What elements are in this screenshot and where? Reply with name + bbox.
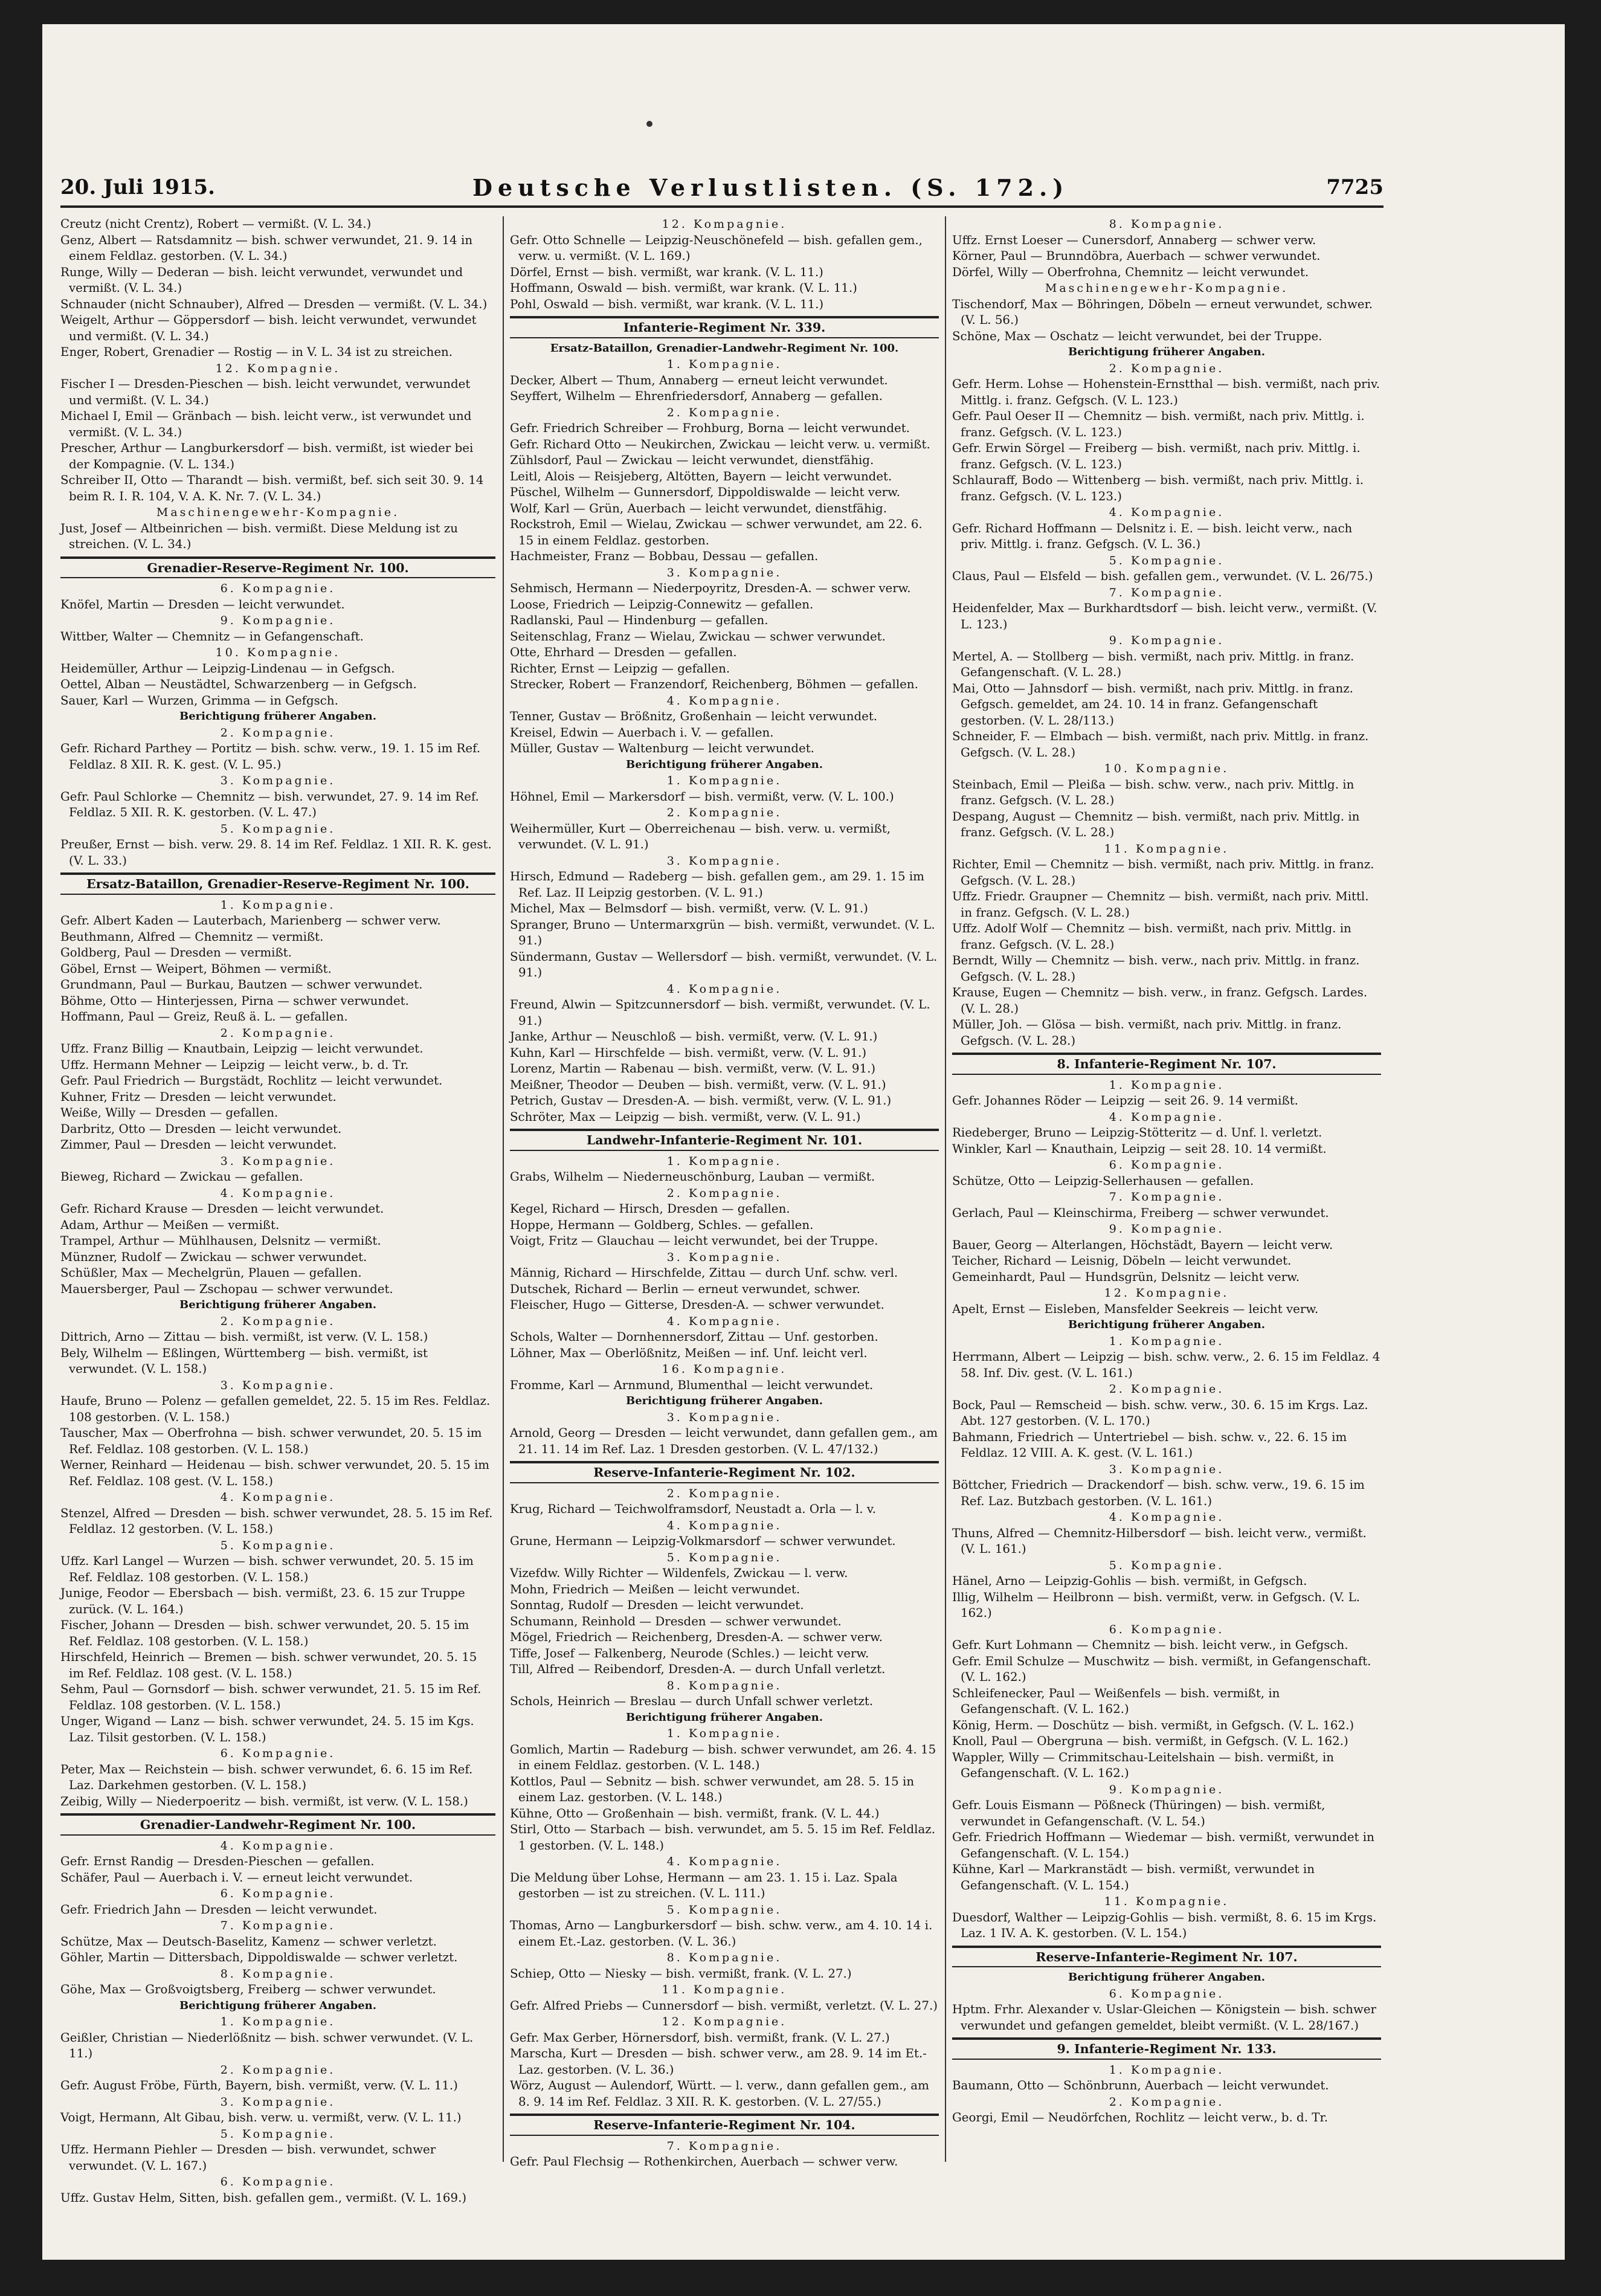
company-heading: 3. Kompagnie. xyxy=(220,1378,336,1392)
casualty-entry: Apelt, Ernst — Eisleben, Mansfelder Seekreis — leicht verw. xyxy=(952,1301,1319,1316)
casualty-entry: Mögel, Friedrich — Reichenberg, Dresden-A. — schwer verw. xyxy=(510,1630,883,1644)
casualty-entry: Mohn, Friedrich — Meißen — leicht verwundet. xyxy=(510,1582,800,1596)
company-heading: 16. Kompagnie. xyxy=(662,1362,787,1376)
casualty-entry: Loose, Friedrich — Leipzig-Connewitz — gefallen. xyxy=(510,597,814,611)
casualty-entry: Hoffmann, Oswald — bish. vermißt, war krank. (V. L. 11.) xyxy=(510,281,857,295)
casualty-entry: Preußer, Ernst — bish. verw. 29. 8. 14 im Ref. Feldlaz. 1 XII. R. K. gest. (V. L. 33.) xyxy=(60,837,492,868)
casualty-entry: Michael I, Emil — Gränbach — bish. leicht verw., ist verwundet und vermißt. (V. L. 34.) xyxy=(60,409,472,439)
casualty-entry: Berndt, Willy — Chemnitz — bish. verw., nach priv. Mittlg. in franz. Gefgsch. (V. L. 28.) xyxy=(952,953,1360,984)
casualty-entry: Dörfel, Willy — Oberfrohna, Chemnitz — leicht verwundet. xyxy=(952,265,1309,279)
casualty-entry: Püschel, Wilhelm — Gunnersdorf, Dippoldiswalde — leicht verw. xyxy=(510,485,900,499)
casualty-entry: Gefr. Friedrich Jahn — Dresden — leicht verwundet. xyxy=(60,1902,378,1917)
casualty-entry: Wittber, Walter — Chemnitz — in Gefangenschaft. xyxy=(60,629,364,643)
company-heading: 6. Kompagnie. xyxy=(220,1747,336,1760)
casualty-entry: Krause, Eugen — Chemnitz — bish. verw., in franz. Gefgsch. Lardes. (V. L. 28.) xyxy=(952,985,1368,1016)
company-heading: 2. Kompagnie. xyxy=(220,1314,336,1328)
casualty-entry: Voigt, Fritz — Glauchau — leicht verwundet, bei der Truppe. xyxy=(510,1234,878,1248)
casualty-entry: Gefr. Otto Schnelle — Leipzig-Neuschönefeld — bish. gefallen gem., verw. u. vermißt. (V. L. 169.) xyxy=(510,233,923,263)
casualty-entry: Gefr. Johannes Röder — Leipzig — seit 26. 9. 14 vermißt. xyxy=(952,1094,1298,1108)
correction-heading: Berichtigung früherer Angaben. xyxy=(179,1999,377,2012)
company-heading: 7. Kompagnie. xyxy=(1109,585,1225,599)
company-heading: 4. Kompagnie. xyxy=(1109,506,1225,519)
casualty-entry: Grabs, Wilhelm — Niederneuschönburg, Lauban — vermißt. xyxy=(510,1170,875,1184)
company-heading: 1. Kompagnie. xyxy=(666,1727,782,1740)
casualty-entry: Voigt, Hermann, Alt Gibau, bish. verw. u. vermißt, verw. (V. L. 11.) xyxy=(60,2111,462,2124)
company-heading: 3. Kompagnie. xyxy=(1109,1462,1225,1476)
company-heading: 1. Kompagnie. xyxy=(220,2015,336,2028)
casualty-entry: Goldberg, Paul — Dresden — vermißt. xyxy=(60,946,292,959)
company-heading: 2. Kompagnie. xyxy=(666,405,782,419)
casualty-entry: Illig, Wilhelm — Heilbronn — bish. vermißt, verw. in Gefgsch. (V. L. 162.) xyxy=(952,1590,1361,1620)
casualty-entry: Schröter, Max — Leipzig — bish. vermißt, verw. (V. L. 91.) xyxy=(510,1109,861,1124)
casualty-entry: Just, Josef — Altbeinrichen — bish. vermißt. Diese Meldung ist zu streichen. (V. L. 34.) xyxy=(60,521,459,551)
casualty-entry: Gefr. August Fröbe, Fürth, Bayern, bish. vermißt, verw. (V. L. 11.) xyxy=(60,2078,458,2092)
page-header xyxy=(60,169,1384,208)
casualty-entry: Thomas, Arno — Langburkersdorf — bish. schw. verw., am 4. 10. 14 i. einem Et.-Laz. gestorben. (V. L. 36.) xyxy=(510,1918,933,1949)
casualty-entry: Weiße, Willy — Dresden — gefallen. xyxy=(60,1106,279,1120)
casualty-entry: Die Meldung über Lohse, Hermann — am 23. 1. 15 i. Laz. Spala gestorben — ist zu streichen. (V. L. 111.) xyxy=(510,1870,898,1900)
company-heading: 2. Kompagnie. xyxy=(666,1186,782,1200)
casualty-entry: Fischer I — Dresden-Pieschen — bish. leicht verwundet, verwundet und vermißt. (V. L. 34.) xyxy=(60,377,471,407)
casualty-entry: Despang, August — Chemnitz — bish. vermißt, nach priv. Mittlg. in franz. Gefgsch. (V. L. 28.) xyxy=(952,809,1360,839)
casualty-entry: Schneider, F. — Elmbach — bish. vermißt, nach priv. Mittlg. in franz. Gefgsch. (V. L. 28.) xyxy=(952,729,1369,759)
casualty-entry: Arnold, Georg — Dresden — leicht verwundet, dann gefallen gem., am 21. 11. 14 im Ref. Laz. 1 Dresden gestorben. (V. L. 47/132.) xyxy=(510,1426,938,1456)
casualty-entry: Gefr. Alfred Priebs — Cunnersdorf — bish. vermißt, verletzt. (V. L. 27.) xyxy=(510,1998,938,2013)
casualty-entry: Radlanski, Paul — Hindenburg — gefallen. xyxy=(510,613,768,627)
casualty-entry: Peter, Max — Reichstein — bish. schwer verwundet, 6. 6. 15 im Ref. Laz. Darkehmen gestorben. (V. L. 158.) xyxy=(60,1762,473,1792)
casualty-entry: Otte, Ehrhard — Dresden — gefallen. xyxy=(510,645,737,659)
company-heading: 4. Kompagnie. xyxy=(1109,1511,1225,1524)
casualty-entry: Dörfel, Ernst — bish. vermißt, war krank. (V. L. 11.) xyxy=(510,265,823,279)
company-heading: 5. Kompagnie. xyxy=(220,822,336,836)
casualty-entry: Tiffe, Josef — Falkenberg, Neurode (Schles.) — leicht verw. xyxy=(510,1646,869,1660)
company-heading: 4. Kompagnie. xyxy=(666,1314,782,1328)
casualty-entry: Uffz. Hermann Piehler — Dresden — bish. verwundet, schwer verwundet. (V. L. 167.) xyxy=(60,2143,436,2173)
company-heading: 5. Kompagnie. xyxy=(666,1550,782,1564)
company-heading: 2. Kompagnie. xyxy=(666,1486,782,1500)
company-heading: 7. Kompagnie. xyxy=(666,2139,782,2153)
casualty-entry: Gefr. Friedrich Schreiber — Frohburg, Borna — leicht verwundet. xyxy=(510,421,910,435)
casualty-entry: Creutz (nicht Crentz), Robert — vermißt. (V. L. 34.) xyxy=(60,217,372,231)
casualty-entry: Kreisel, Edwin — Auerbach i. V. — gefallen. xyxy=(510,725,774,740)
company-heading: 6. Kompagnie. xyxy=(220,1887,336,1900)
casualty-entry: Bahmann, Friedrich — Untertriebel — bish. schw. v., 22. 6. 15 im Feldlaz. 12 VIII. A. K. gest. (V. L. 161.) xyxy=(952,1430,1347,1460)
casualty-entry: Hoffmann, Paul — Greiz, Reuß ä. L. — gefallen. xyxy=(60,1010,348,1024)
company-heading: Maschinengewehr-Kompagnie. xyxy=(156,506,400,519)
casualty-entry: Wappler, Willy — Crimmitschau-Leitelshain — bish. vermißt, in Gefangenschaft. (V. L. 162.) xyxy=(952,1750,1334,1780)
casualty-entry: Geißler, Christian — Niederlößnitz — bish. schwer verwundet. (V. L. 11.) xyxy=(60,2030,474,2060)
casualty-entry: Schnauder (nicht Schnauber), Alfred — Dresden — vermißt. (V. L. 34.) xyxy=(60,297,488,311)
casualty-entry: Leitl, Alois — Reisjeberg, Altötten, Bayern — leicht verwundet. xyxy=(510,469,892,483)
casualty-entry: Runge, Willy — Dederan — bish. leicht verwundet, verwundet und vermißt. (V. L. 34.) xyxy=(60,265,463,295)
print-dot xyxy=(646,121,652,127)
casualty-entry: Gefr. Paul Friedrich — Burgstädt, Rochlitz — leicht verwundet. xyxy=(60,1074,443,1088)
casualty-entry: Gefr. Paul Schlorke — Chemnitz — bish. verwundet, 27. 9. 14 im Ref. Feldlaz. 5 XII. R. K. gestorben. (V. L. 47.) xyxy=(60,789,479,819)
company-heading: 2. Kompagnie. xyxy=(220,2063,336,2077)
casualty-entry: Hirschfeld, Heinrich — Bremen — bish. schwer verwundet, 20. 5. 15 im Ref. Feldlaz. 108 gest. (V. L. 158.) xyxy=(60,1650,477,1680)
casualty-entry: Marscha, Kurt — Dresden — bish. schwer verw., am 28. 9. 14 im Et.-Laz. gestorben. (V. L. 36.) xyxy=(510,2046,927,2077)
casualty-entry: Schumann, Reinhold — Dresden — schwer verwundet. xyxy=(510,1614,842,1628)
casualty-entry: Haufe, Bruno — Polenz — gefallen gemeldet, 22. 5. 15 im Res. Feldlaz. 108 gestorben. (V. L. 158.) xyxy=(60,1394,491,1424)
casualty-entry: Böhme, Otto — Hinterjessen, Pirna — schwer verwundet. xyxy=(60,993,409,1008)
company-heading: 8. Kompagnie. xyxy=(220,1967,336,1981)
casualty-entry: Höhnel, Emil — Markersdorf — bish. vermißt, verw. (V. L. 100.) xyxy=(510,789,894,804)
casualty-entry: Grundmann, Paul — Burkau, Bautzen — schwer verwundet. xyxy=(60,978,423,992)
correction-heading: Berichtigung früherer Angaben. xyxy=(1068,1318,1266,1331)
casualty-entry: Duesdorf, Walther — Leipzig-Gohlis — bish. vermißt, 8. 6. 15 im Krgs. Laz. 1 IV. A. K. gestorben. (V. L. 154.) xyxy=(952,1910,1377,1940)
casualty-entry: Unger, Wigand — Lanz — bish. schwer verwundet, 24. 5. 15 im Kgs. Laz. Tilsit gestorben. (V. L. 158.) xyxy=(60,1714,474,1744)
casualty-entry: Sonntag, Rudolf — Dresden — leicht verwundet. xyxy=(510,1598,804,1612)
correction-heading: Berichtigung früherer Angaben. xyxy=(625,758,823,771)
company-heading: 11. Kompagnie. xyxy=(1104,842,1229,856)
regiment-heading: Reserve-Infanterie-Regiment Nr. 104. xyxy=(510,2114,939,2136)
casualty-entry: Hachmeister, Franz — Bobbau, Dessau — gefallen. xyxy=(510,549,819,563)
correction-heading: Berichtigung früherer Angaben. xyxy=(625,1395,823,1407)
casualty-entry: Schüßler, Max — Mechelgrün, Plauen — gefallen. xyxy=(60,1266,362,1280)
company-heading: 5. Kompagnie. xyxy=(666,1903,782,1917)
casualty-entry: Fleischer, Hugo — Gitterse, Dresden-A. — schwer verwundet. xyxy=(510,1298,884,1312)
company-heading: 9. Kompagnie. xyxy=(1109,1222,1225,1236)
casualty-entry: Sündermann, Gustav — Wellersdorf — bish. vermißt, verwundet. (V. L. 91.) xyxy=(510,949,938,979)
casualty-entry: Mauersberger, Paul — Zschopau — schwer verwundet. xyxy=(60,1282,393,1296)
company-heading: 8. Kompagnie. xyxy=(666,1951,782,1964)
company-heading: 6. Kompagnie. xyxy=(1109,1158,1225,1172)
company-heading: 10. Kompagnie. xyxy=(1104,762,1229,775)
casualty-entry: Decker, Albert — Thum, Annaberg — erneut leicht verwundet. xyxy=(510,373,888,387)
regiment-heading: Reserve-Infanterie-Regiment Nr. 102. xyxy=(510,1461,939,1483)
casualty-entry: Schreiber II, Otto — Tharandt — bish. vermißt, bef. sich seit 30. 9. 14 beim R. I. R. 104, V. A. K. Nr. 7. (V. L. 34.) xyxy=(60,473,484,503)
casualty-entry: Gefr. Erwin Sörgel — Freiberg — bish. vermißt, nach priv. Mittlg. i. franz. Gefgsch. (V. L. 123.) xyxy=(952,441,1361,471)
company-heading: 1. Kompagnie. xyxy=(1109,1334,1225,1348)
company-heading: 5. Kompagnie. xyxy=(1109,1558,1225,1572)
casualty-entry: Göbel, Ernst — Weipert, Böhmen — vermißt. xyxy=(60,961,332,976)
casualty-entry: Weihermüller, Kurt — Oberreichenau — bish. verw. u. vermißt, verwundet. (V. L. 91.) xyxy=(510,821,891,851)
company-heading: 4. Kompagnie. xyxy=(220,1839,336,1853)
casualty-entry: König, Herm. — Doschütz — bish. vermißt, in Gefgsch. (V. L. 162.) xyxy=(952,1718,1355,1732)
casualty-entry: Krug, Richard — Teichwolframsdorf, Neustadt a. Orla — l. v. xyxy=(510,1502,876,1516)
company-heading: 3. Kompagnie. xyxy=(666,1410,782,1424)
column-left xyxy=(60,216,495,2205)
casualty-entry: Wörz, August — Aulendorf, Württ. — l. verw., dann gefallen gem., am 8. 9. 14 im Ref. Feldlaz. 3 XII. R. K. gestorben. (V. L. 27/55.) xyxy=(510,2078,929,2109)
casualty-entry: Schiep, Otto — Niesky — bish. vermißt, frank. (V. L. 27.) xyxy=(510,1966,852,1981)
casualty-entry: Knöfel, Martin — Dresden — leicht verwundet. xyxy=(60,597,345,611)
casualty-entry: Böttcher, Friedrich — Drackendorf — bish. schw. verw., 19. 6. 15 im Ref. Laz. Butzbach gestorben. (V. L. 161.) xyxy=(952,1478,1365,1508)
header-date: 20. Juli 1915. xyxy=(60,175,215,199)
casualty-entry: Werner, Reinhard — Heidenau — bish. schwer verwundet, 20. 5. 15 im Ref. Feldlaz. 108 gest. (V. L. 158.) xyxy=(60,1458,490,1488)
column-right xyxy=(945,216,1381,2162)
casualty-entry: Michel, Max — Belmsdorf — bish. vermißt, verw. (V. L. 91.) xyxy=(510,901,868,915)
regiment-heading: 8. Infanterie-Regiment Nr. 107. xyxy=(952,1053,1381,1075)
casualty-entry: Gefr. Paul Oeser II — Chemnitz — bish. vermißt, nach priv. Mittlg. i. franz. Gefgsch. (V. L. 123.) xyxy=(952,409,1365,439)
correction-heading: Berichtigung früherer Angaben. xyxy=(179,1298,377,1311)
casualty-entry: Kottlos, Paul — Sebnitz — bish. schwer verwundet, am 28. 5. 15 in einem Laz. gestorben. (V. L. 148.) xyxy=(510,1774,915,1804)
casualty-entry: Gefr. Friedrich Hoffmann — Wiedemar — bish. vermißt, verwundet in Gefangenschaft. (V. L. 154.) xyxy=(952,1830,1374,1860)
casualty-entry: Oettel, Alban — Neustädtel, Schwarzenberg — in Gefgsch. xyxy=(60,677,417,691)
company-heading: 5. Kompagnie. xyxy=(220,2127,336,2141)
casualty-entry: Schols, Walter — Dornhennersdorf, Zittau — Unf. gestorben. xyxy=(510,1330,878,1344)
casualty-entry: Herrmann, Albert — Leipzig — bish. schw. verw., 2. 6. 15 im Feldlaz. 4 58. Inf. Div. gest. (V. L. 161.) xyxy=(952,1350,1380,1380)
casualty-entry: Hänel, Arno — Leipzig-Gohlis — bish. vermißt, in Gefgsch. xyxy=(952,1574,1307,1588)
company-heading: 2. Kompagnie. xyxy=(220,726,336,740)
casualty-entry: Genz, Albert — Ratsdamnitz — bish. schwer verwundet, 21. 9. 14 in einem Feldlaz. gestorben. (V. L. 34.) xyxy=(60,233,473,263)
casualty-entry: Gefr. Richard Parthey — Portitz — bish. schw. verw., 19. 1. 15 im Ref. Feldlaz. 8 XII. R. K. gest. (V. L. 95.) xyxy=(60,741,481,772)
casualty-entry: Fromme, Karl — Arnmund, Blumenthal — leicht verwundet. xyxy=(510,1378,874,1392)
header-page-number: 7725 xyxy=(1326,175,1384,199)
casualty-entry: Freund, Alwin — Spitzcunnersdorf — bish. vermißt, verwundet. (V. L. 91.) xyxy=(510,998,930,1028)
casualty-entry: Münzner, Rudolf — Zwickau — schwer verwundet. xyxy=(60,1250,367,1264)
casualty-entry: Stirl, Otto — Starbach — bish. verwundet, am 5. 5. 15 im Ref. Feldlaz. 1 gestorben. (V. L. 148.) xyxy=(510,1822,936,1853)
correction-heading: Berichtigung früherer Angaben. xyxy=(625,1711,823,1724)
casualty-entry: Baumann, Otto — Schönbrunn, Auerbach — leicht verwundet. xyxy=(952,2078,1329,2092)
casualty-entry: Gefr. Max Gerber, Hörnersdorf, bish. vermißt, frank. (V. L. 27.) xyxy=(510,2030,890,2045)
casualty-entry: Bock, Paul — Remscheid — bish. schw. verw., 30. 6. 15 im Krgs. Laz. Abt. 127 gestorben. (V. L. 170.) xyxy=(952,1398,1368,1428)
casualty-entry: Gomlich, Martin — Radeburg — bish. schwer verwundet, am 26. 4. 15 in einem Feldlaz. gestorben. (V. L. 148.) xyxy=(510,1742,936,1772)
company-heading: 1. Kompagnie. xyxy=(1109,2063,1225,2077)
casualty-entry: Claus, Paul — Elsfeld — bish. gefallen gem., verwundet. (V. L. 26/75.) xyxy=(952,569,1373,583)
casualty-entry: Weigelt, Arthur — Göppersdorf — bish. leicht verwundet, verwundet und vermißt. (V. L. 34.) xyxy=(60,313,477,343)
casualty-entry: Kuhn, Karl — Hirschfelde — bish. vermißt, verw. (V. L. 91.) xyxy=(510,1045,867,1060)
casualty-entry: Riedeberger, Bruno — Leipzig-Stötteritz — d. Unf. l. verletzt. xyxy=(952,1126,1322,1140)
casualty-entry: Sehm, Paul — Gornsdorf — bish. schwer verwundet, 21. 5. 15 im Ref. Feldlaz. 108 gestorben. (V. L. 158.) xyxy=(60,1682,482,1712)
casualty-entry: Gefr. Paul Flechsig — Rothenkirchen, Auerbach — schwer verw. xyxy=(510,2155,898,2169)
regiment-heading: Infanterie-Regiment Nr. 339. xyxy=(510,316,939,338)
casualty-entry: Grune, Hermann — Leipzig-Volkmarsdorf — schwer verwundet. xyxy=(510,1534,896,1548)
company-heading: 4. Kompagnie. xyxy=(666,694,782,708)
casualty-entry: Göhler, Martin — Dittersbach, Dippoldiswalde — schwer verletzt. xyxy=(60,1950,458,1964)
casualty-entry: Uffz. Franz Billig — Knautbain, Leipzig — leicht verwundet. xyxy=(60,1042,424,1056)
company-heading: 8. Kompagnie. xyxy=(666,1678,782,1692)
company-heading: 4. Kompagnie. xyxy=(220,1491,336,1504)
casualty-entry: Uffz. Gustav Helm, Sitten, bish. gefallen gem., vermißt. (V. L. 169.) xyxy=(60,2190,467,2205)
company-heading: 9. Kompagnie. xyxy=(1109,634,1225,647)
casualty-entry: Gefr. Richard Hoffmann — Delsnitz i. E. — bish. leicht verw., nach priv. Mittlg. i. franz. Gefgsch. (V. L. 36.) xyxy=(952,521,1353,551)
casualty-entry: Meißner, Theodor — Deuben — bish. vermißt, verw. (V. L. 91.) xyxy=(510,1077,886,1092)
casualty-entry: Knoll, Paul — Obergruna — bish. vermißt, in Gefgsch. (V. L. 162.) xyxy=(952,1734,1348,1748)
company-heading: 3. Kompagnie. xyxy=(666,854,782,868)
company-heading: 1. Kompagnie. xyxy=(666,1154,782,1168)
company-heading: 9. Kompagnie. xyxy=(1109,1782,1225,1796)
company-heading: 2. Kompagnie. xyxy=(666,806,782,819)
company-heading: 4. Kompagnie. xyxy=(1109,1110,1225,1124)
company-heading: 4. Kompagnie. xyxy=(666,982,782,996)
casualty-entry: Göhe, Max — Großvoigtsberg, Freiberg — schwer verwundet. xyxy=(60,1982,436,1996)
casualty-entry: Schols, Heinrich — Breslau — durch Unfall schwer verletzt. xyxy=(510,1694,874,1708)
company-heading: 6. Kompagnie. xyxy=(220,582,336,595)
company-heading: 1. Kompagnie. xyxy=(666,774,782,787)
casualty-entry: Seyffert, Wilhelm — Ehrenfriedersdorf, Annaberg — gefallen. xyxy=(510,389,883,403)
casualty-entry: Gefr. Herm. Lohse — Hohenstein-Ernstthal — bish. vermißt, nach priv. Mittlg. i. franz. Gefgsch. (V. L. 123.) xyxy=(952,377,1380,407)
newspaper-page xyxy=(42,24,1565,2260)
casualty-entry: Richter, Emil — Chemnitz — bish. vermißt, nach priv. Mittlg. in franz. Gefgsch. (V. L. 28.) xyxy=(952,857,1374,888)
company-heading: 12. Kompagnie. xyxy=(662,218,787,231)
casualty-entry: Zühlsdorf, Paul — Zwickau — leicht verwundet, dienstfähig. xyxy=(510,453,874,467)
column-middle xyxy=(503,216,939,2169)
casualty-entry: Zeibig, Willy — Niederpoeritz — bish. vermißt, ist verw. (V. L. 158.) xyxy=(60,1794,468,1808)
casualty-entry: Kühne, Otto — Großenhain — bish. vermißt, frank. (V. L. 44.) xyxy=(510,1806,880,1820)
casualty-entry: Uffz. Adolf Wolf — Chemnitz — bish. vermißt, nach priv. Mittlg. in franz. Gefgsch. (V. L. 28.) xyxy=(952,921,1351,952)
casualty-entry: Uffz. Friedr. Graupner — Chemnitz — bish. vermißt, nach priv. Mittl. in franz. Gefgsch. (V. L. 28.) xyxy=(952,889,1369,920)
company-heading: 10. Kompagnie. xyxy=(215,646,341,659)
casualty-entry: Thuns, Alfred — Chemnitz-Hilbersdorf — bish. leicht verw., vermißt. (V. L. 161.) xyxy=(952,1526,1367,1556)
casualty-entry: Gefr. Emil Schulze — Muschwitz — bish. vermißt, in Gefangenschaft. (V. L. 162.) xyxy=(952,1654,1371,1684)
casualty-entry: Dittrich, Arno — Zittau — bish. vermißt, ist verw. (V. L. 158.) xyxy=(60,1330,428,1344)
casualty-entry: Heidenfelder, Max — Burkhardtsdorf — bish. leicht verw., vermißt. (V. L. 123.) xyxy=(952,601,1377,631)
casualty-entry: Georgi, Emil — Neudörfchen, Rochlitz — leicht verw., b. d. Tr. xyxy=(952,2111,1329,2124)
casualty-entry: Gefr. Richard Krause — Dresden — leicht verwundet. xyxy=(60,1202,384,1216)
casualty-entry: Gefr. Richard Otto — Neukirchen, Zwickau — leicht verw. u. vermißt. xyxy=(510,437,930,451)
company-heading: 7. Kompagnie. xyxy=(220,1919,336,1932)
casualty-entry: Rockstroh, Emil — Wielau, Zwickau — schwer verwundet, am 22. 6. 15 in einem Feldlaz. gestorben. xyxy=(510,517,923,547)
casualty-entry: Schlauraff, Bodo — Wittenberg — bish. vermißt, nach priv. Mittlg. i. franz. Gefgsch. (V. L. 123.) xyxy=(952,473,1364,503)
casualty-entry: Sauer, Karl — Wurzen, Grimma — in Gefgsch. xyxy=(60,693,338,708)
casualty-entry: Tenner, Gustav — Brößnitz, Großenhain — leicht verwundet. xyxy=(510,709,878,723)
casualty-entry: Schleifenecker, Paul — Weißenfels — bish. vermißt, in Gefangenschaft. (V. L. 162.) xyxy=(952,1686,1280,1716)
company-heading: 6. Kompagnie. xyxy=(1109,1987,1225,2001)
casualty-entry: Teicher, Richard — Leisnig, Döbeln — leicht verwundet. xyxy=(952,1254,1292,1268)
company-heading: 12. Kompagnie. xyxy=(215,361,341,375)
casualty-entry: Kuhner, Fritz — Dresden — leicht verwundet. xyxy=(60,1089,337,1104)
casualty-entry: Gefr. Albert Kaden — Lauterbach, Marienberg — schwer verw. xyxy=(60,914,441,927)
casualty-entry: Prescher, Arthur — Langburkersdorf — bish. vermißt, ist wieder bei der Kompagnie. (V. L. 134.) xyxy=(60,441,474,471)
regiment-heading: Reserve-Infanterie-Regiment Nr. 107. xyxy=(952,1946,1381,1968)
casualty-entry: Bauer, Georg — Alterlangen, Höchstädt, Bayern — leicht verw. xyxy=(952,1237,1333,1252)
casualty-entry: Sehmisch, Hermann — Niederpoyritz, Dresden-A. — schwer verw. xyxy=(510,581,911,595)
casualty-entry: Petrich, Gustav — Dresden-A. — bish. vermißt, verw. (V. L. 91.) xyxy=(510,1094,892,1108)
casualty-entry: Gerlach, Paul — Kleinschirma, Freiberg — schwer verwundet. xyxy=(952,1205,1329,1220)
casualty-entry: Fischer, Johann — Dresden — bish. schwer verwundet, 20. 5. 15 im Ref. Feldlaz. 108 gestorben. (V. L. 158.) xyxy=(60,1618,469,1648)
casualty-entry: Hptm. Frhr. Alexander v. Uslar-Gleichen — Königstein — bish. schwer verwundet und gefangen gemeldet, bleibt vermißt. (V. L. 28/167.) xyxy=(952,2002,1377,2033)
casualty-entry: Winkler, Karl — Knauthain, Leipzig — seit 28. 10. 14 vermißt. xyxy=(952,1141,1327,1156)
casualty-entry: Bieweg, Richard — Zwickau — gefallen. xyxy=(60,1170,303,1184)
casualty-entry: Schütze, Max — Deutsch-Baselitz, Kamenz — schwer verletzt. xyxy=(60,1934,437,1949)
casualty-entry: Körner, Paul — Brunndöbra, Auerbach — schwer verwundet. xyxy=(952,249,1321,263)
casualty-entry: Heidemüller, Arthur — Leipzig-Lindenau — in Gefgsch. xyxy=(60,661,395,676)
casualty-entry: Gemeinhardt, Paul — Hundsgrün, Delsnitz — leicht verw. xyxy=(952,1269,1300,1284)
company-heading: 3. Kompagnie. xyxy=(220,774,336,787)
casualty-entry: Vizefdw. Willy Richter — Wildenfels, Zwickau — l. verw. xyxy=(510,1566,848,1580)
company-heading: 1. Kompagnie. xyxy=(666,358,782,371)
company-heading: 12. Kompagnie. xyxy=(1104,1286,1229,1300)
casualty-entry: Gefr. Kurt Lohmann — Chemnitz — bish. leicht verw., in Gefgsch. xyxy=(952,1638,1348,1652)
correction-heading: Ersatz-Bataillon, Grenadier-Landwehr-Regiment Nr. 100. xyxy=(550,341,899,355)
company-heading: 3. Kompagnie. xyxy=(666,1250,782,1264)
company-heading: 12. Kompagnie. xyxy=(662,2015,787,2028)
header-title: Deutsche Verlustlisten. (S. 172.) xyxy=(472,173,1069,201)
casualty-entry: Dutschek, Richard — Berlin — erneut verwundet, schwer. xyxy=(510,1282,860,1296)
casualty-entry: Bely, Wilhelm — Eßlingen, Württemberg — bish. vermißt, ist verwundet. (V. L. 158.) xyxy=(60,1346,428,1376)
regiment-heading: 9. Infanterie-Regiment Nr. 133. xyxy=(952,2037,1381,2060)
casualty-entry: Schütze, Otto — Leipzig-Sellerhausen — gefallen. xyxy=(952,1173,1254,1188)
company-heading: 8. Kompagnie. xyxy=(1109,218,1225,231)
correction-heading: Berichtigung früherer Angaben. xyxy=(179,710,377,723)
company-heading: 5. Kompagnie. xyxy=(1109,553,1225,567)
casualty-entry: Stenzel, Alfred — Dresden — bish. schwer verwundet, 28. 5. 15 im Ref. Feldlaz. 12 gestorben. (V. L. 158.) xyxy=(60,1506,493,1536)
company-heading: 5. Kompagnie. xyxy=(220,1538,336,1552)
casualty-entry: Till, Alfred — Reibendorf, Dresden-A. — durch Unfall verletzt. xyxy=(510,1662,886,1676)
regiment-heading: Grenadier-Reserve-Regiment Nr. 100. xyxy=(60,556,495,579)
casualty-entry: Enger, Robert, Grenadier — Rostig — in V. L. 34 ist zu streichen. xyxy=(60,345,453,359)
company-heading: Maschinengewehr-Kompagnie. xyxy=(1045,282,1289,295)
casualty-entry: Uffz. Karl Langel — Wurzen — bish. schwer verwundet, 20. 5. 15 im Ref. Feldlaz. 108 gestorben. (V. L. 158.) xyxy=(60,1554,474,1584)
casualty-entry: Schöne, Max — Oschatz — leicht verwundet, bei der Truppe. xyxy=(952,329,1322,343)
company-heading: 3. Kompagnie. xyxy=(220,2095,336,2109)
casualty-entry: Löhner, Max — Oberlößnitz, Meißen — inf. Unf. leicht verl. xyxy=(510,1346,868,1360)
casualty-entry: Hoppe, Hermann — Goldberg, Schles. — gefallen. xyxy=(510,1217,814,1232)
casualty-entry: Tischendorf, Max — Böhringen, Döbeln — erneut verwundet, schwer. (V. L. 56.) xyxy=(952,297,1373,327)
company-heading: 3. Kompagnie. xyxy=(220,1154,336,1168)
casualty-entry: Kegel, Richard — Hirsch, Dresden — gefallen. xyxy=(510,1202,790,1216)
casualty-entry: Seitenschlag, Franz — Wielau, Zwickau — schwer verwundet. xyxy=(510,629,886,643)
casualty-entry: Janke, Arthur — Neuschloß — bish. vermißt, verw. (V. L. 91.) xyxy=(510,1030,878,1043)
company-heading: 3. Kompagnie. xyxy=(666,566,782,579)
company-heading: 7. Kompagnie. xyxy=(1109,1190,1225,1204)
company-heading: 9. Kompagnie. xyxy=(220,614,336,627)
company-heading: 4. Kompagnie. xyxy=(220,1186,336,1200)
casualty-entry: Kühne, Karl — Markranstädt — bish. vermißt, verwundet in Gefangenschaft. (V. L. 154.) xyxy=(952,1862,1315,1892)
casualty-entry: Mertel, A. — Stollberg — bish. vermißt, nach priv. Mittlg. in franz. Gefangenschaft. (V. L. 28.) xyxy=(952,649,1355,679)
company-heading: 2. Kompagnie. xyxy=(1109,1382,1225,1396)
company-heading: 11. Kompagnie. xyxy=(1104,1895,1229,1908)
company-heading: 6. Kompagnie. xyxy=(220,2175,336,2188)
casualty-entry: Adam, Arthur — Meißen — vermißt. xyxy=(60,1217,280,1232)
casualty-entry: Pohl, Oswald — bish. vermißt, war krank. (V. L. 11.) xyxy=(510,297,824,311)
company-heading: 1. Kompagnie. xyxy=(220,898,336,912)
company-heading: 11. Kompagnie. xyxy=(662,1983,787,1996)
regiment-heading: Landwehr-Infanterie-Regiment Nr. 101. xyxy=(510,1129,939,1151)
casualty-entry: Männig, Richard — Hirschfelde, Zittau — durch Unf. schw. verl. xyxy=(510,1266,898,1280)
casualty-entry: Gefr. Ernst Randig — Dresden-Pieschen — gefallen. xyxy=(60,1854,375,1868)
casualty-entry: Tauscher, Max — Oberfrohna — bish. schwer verwundet, 20. 5. 15 im Ref. Feldlaz. 108 gestorben. (V. L. 158.) xyxy=(60,1426,482,1456)
company-heading: 1. Kompagnie. xyxy=(1109,1078,1225,1092)
casualty-entry: Schäfer, Paul — Auerbach i. V. — erneut leicht verwundet. xyxy=(60,1870,413,1885)
casualty-entry: Gefr. Louis Eismann — Pößneck (Thüringen) — bish. vermißt, verwundet in Gefangenschaft. (V. L. 54.) xyxy=(952,1798,1326,1828)
casualty-entry: Müller, Joh. — Glösa — bish. vermißt, nach priv. Mittlg. in franz. Gefgsch. (V. L. 28.) xyxy=(952,1017,1342,1048)
casualty-entry: Uffz. Hermann Mehner — Leipzig — leicht verw., b. d. Tr. xyxy=(60,1057,409,1072)
casualty-entry: Hirsch, Edmund — Radeberg — bish. gefallen gem., am 29. 1. 15 im Ref. Laz. II Leipzig gestorben. (V. L. 91.) xyxy=(510,869,924,900)
company-heading: 2. Kompagnie. xyxy=(220,1026,336,1040)
casualty-entry: Steinbach, Emil — Pleißa — bish. schw. verw., nach priv. Mittlg. in franz. Gefgsch. (V. L. 28.) xyxy=(952,777,1355,807)
casualty-entry: Darbritz, Otto — Dresden — leicht verwundet. xyxy=(60,1121,342,1136)
company-heading: 2. Kompagnie. xyxy=(1109,361,1225,375)
correction-heading: Berichtigung früherer Angaben. xyxy=(1068,1971,1266,1984)
regiment-heading: Ersatz-Bataillon, Grenadier-Reserve-Regiment Nr. 100. xyxy=(60,872,495,895)
casualty-entry: Mai, Otto — Jahnsdorf — bish. vermißt, nach priv. Mittlg. in franz. Gefgsch. gemeldet, am 24. 10. 14 in franz. Gefangenschaft gestorben. (V. L. 28/113.) xyxy=(952,681,1353,727)
company-heading: 4. Kompagnie. xyxy=(666,1855,782,1868)
correction-heading: Berichtigung früherer Angaben. xyxy=(1068,346,1266,358)
casualty-entry: Uffz. Ernst Loeser — Cunersdorf, Annaberg — schwer verw. xyxy=(952,233,1316,247)
casualty-entry: Richter, Ernst — Leipzig — gefallen. xyxy=(510,661,730,676)
casualty-entry: Strecker, Robert — Franzendorf, Reichenberg, Böhmen — gefallen. xyxy=(510,677,918,691)
casualty-entry: Zimmer, Paul — Dresden — leicht verwundet. xyxy=(60,1138,337,1152)
casualty-entry: Spranger, Bruno — Untermarxgrün — bish. vermißt, verwundet. (V. L. 91.) xyxy=(510,917,935,947)
casualty-entry: Lorenz, Martin — Rabenau — bish. vermißt, verw. (V. L. 91.) xyxy=(510,1062,876,1075)
casualty-entry: Junige, Feodor — Ebersbach — bish. vermißt, 23. 6. 15 zur Truppe zurück. (V. L. 164.) xyxy=(60,1586,465,1616)
regiment-heading: Grenadier-Landwehr-Regiment Nr. 100. xyxy=(60,1813,495,1836)
casualty-entry: Beuthmann, Alfred — Chemnitz — vermißt. xyxy=(60,929,324,944)
casualty-entry: Müller, Gustav — Waltenburg — leicht verwundet. xyxy=(510,741,814,755)
company-heading: 6. Kompagnie. xyxy=(1109,1622,1225,1636)
casualty-entry: Trampel, Arthur — Mühlhausen, Delsnitz — vermißt. xyxy=(60,1234,381,1248)
company-heading: 4. Kompagnie. xyxy=(666,1518,782,1532)
company-heading: 2. Kompagnie. xyxy=(1109,2095,1225,2109)
casualty-entry: Wolf, Karl — Grün, Auerbach — leicht verwundet, dienstfähig. xyxy=(510,501,887,515)
